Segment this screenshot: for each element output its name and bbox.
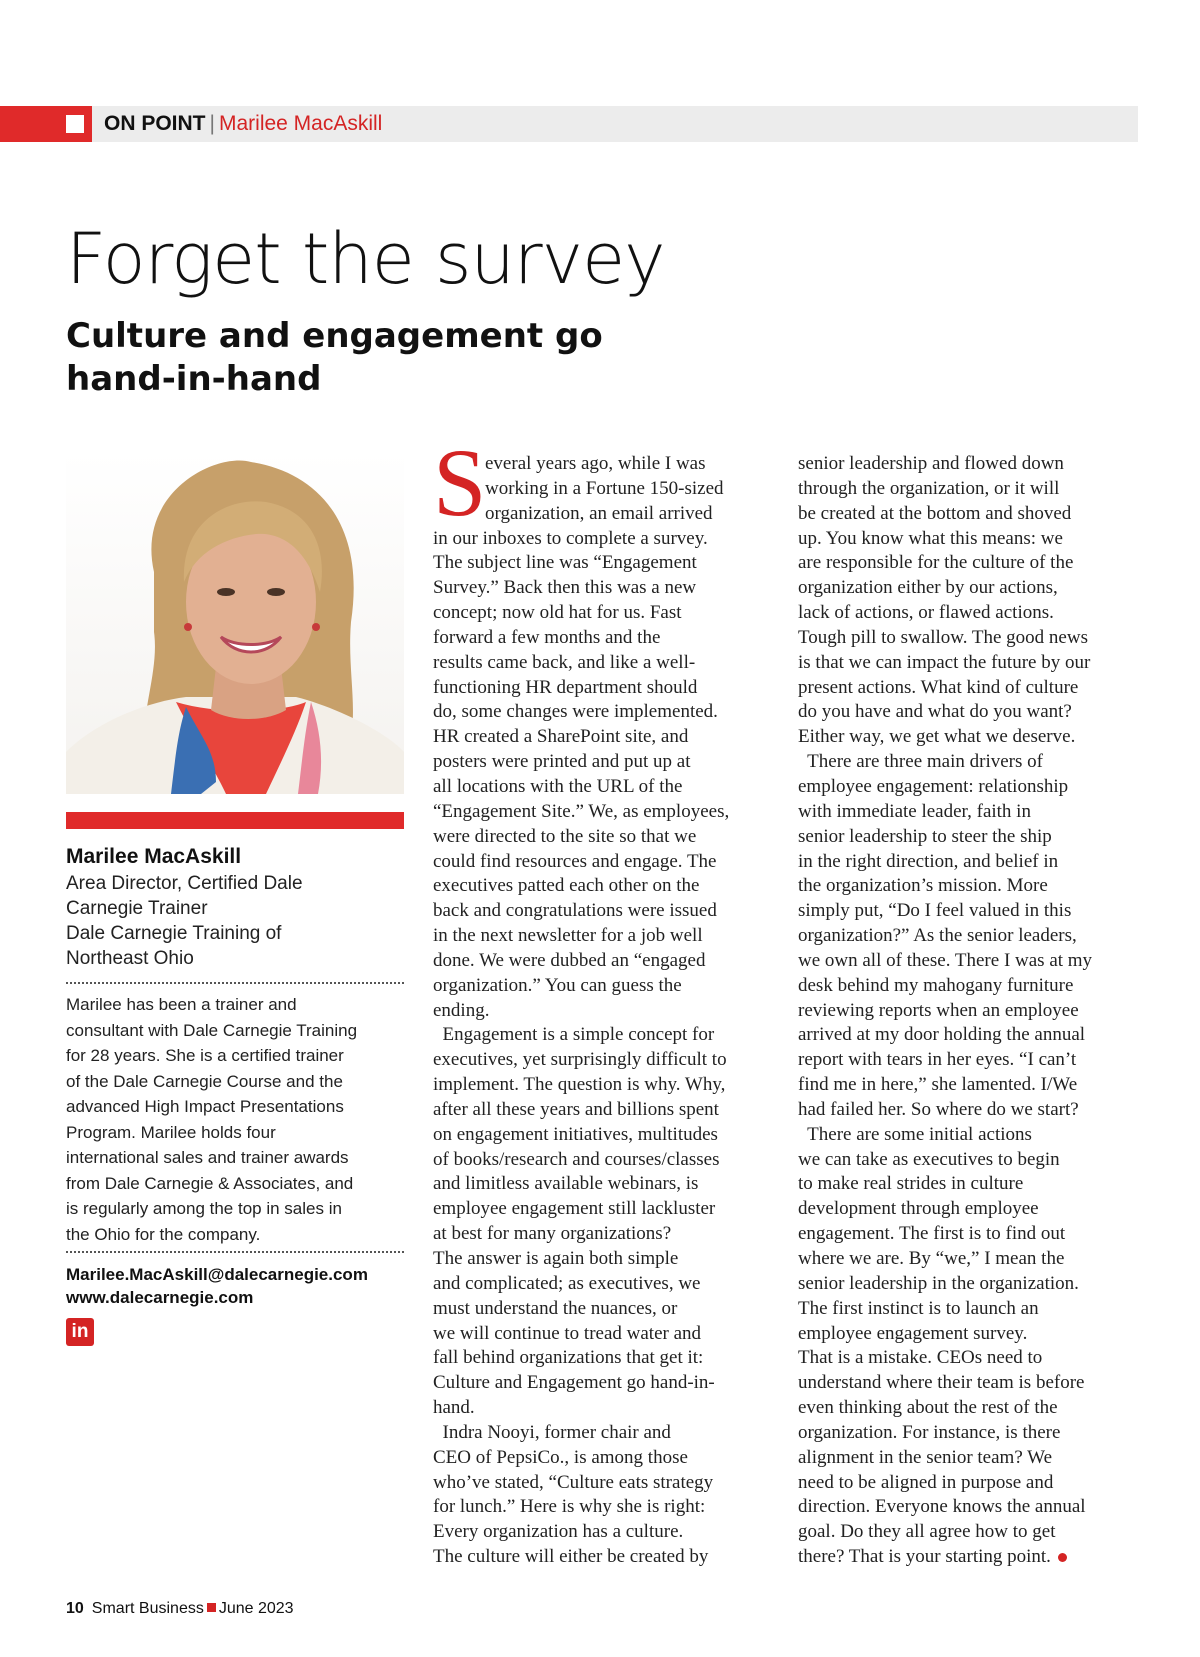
body-line: back and congratulations were issued [433, 900, 717, 922]
page-footer [66, 1600, 294, 1618]
body-line: done. We were dubbed an “engaged [433, 949, 706, 971]
body-line: do you have and what do you want? [798, 701, 1072, 723]
section-name: ON POINT [104, 112, 206, 135]
body-line: on engagement initiatives, multitudes [433, 1123, 718, 1145]
footer-square-icon [207, 1603, 216, 1612]
section-square-icon [66, 115, 84, 133]
body-line: with immediate leader, faith in [798, 800, 1031, 822]
bio-line: Program. Marilee holds four [66, 1122, 276, 1142]
body-line: That is a mistake. CEOs need to [798, 1347, 1043, 1369]
body-line: “Engagement Site.” We, as employees, [433, 800, 730, 822]
publication-name: Smart Business [91, 1600, 204, 1617]
body-line: Every organization has a culture. [433, 1521, 684, 1543]
body-line: where we are. By “we,” I mean the [798, 1248, 1065, 1269]
section-header [104, 112, 382, 136]
body-line: implement. The question is why. Why, [433, 1074, 726, 1096]
body-line: and limitless available webinars, is [433, 1173, 699, 1195]
author-email-link[interactable]: Marilee.MacAskill@dalecarnegie.com [66, 1265, 368, 1284]
body-line: Survey.” Back then this was a new [433, 577, 697, 599]
dotted-divider [66, 982, 404, 984]
body-line: ending. [433, 999, 490, 1021]
body-line: desk behind my mahogany furniture [798, 974, 1074, 996]
body-line: concept; now old hat for us. Fast [433, 602, 682, 624]
body-line: reviewing reports when an employee [798, 999, 1079, 1021]
issue-date: June 2023 [218, 1600, 294, 1617]
body-line: working in a Fortune 150-sized [485, 477, 724, 499]
bio-line: consultant with Dale Carnegie Training [66, 1020, 358, 1040]
body-line: employee engagement: relationship [798, 775, 1069, 797]
author-title [66, 871, 406, 971]
body-line: Tough pill to swallow. The good news [798, 626, 1088, 648]
body-line: senior leadership and flowed down [798, 453, 1064, 474]
section-author: Marilee MacAskill [218, 112, 383, 135]
website-link[interactable]: www.dalecarnegie.com [66, 1288, 254, 1307]
dotted-divider [66, 1251, 404, 1253]
author-title-line: Carnegie Trainer [66, 898, 208, 919]
body-line: The answer is again both simple [433, 1248, 679, 1269]
page-number: 10 [66, 1600, 84, 1617]
body-line: organization.” You can guess the [433, 974, 682, 996]
contact-info [66, 1263, 368, 1309]
body-line: organization, an email arrived [485, 502, 713, 524]
body-line: are responsible for the culture of the [798, 552, 1074, 574]
body-line: hand. [433, 1397, 475, 1419]
body-line: Engagement is a simple concept for [433, 1024, 715, 1046]
body-line: in our inboxes to complete a survey. [433, 527, 708, 549]
drop-cap: S [433, 429, 487, 536]
body-line: there? That is your starting point. [798, 1545, 1138, 1570]
body-line: everal years ago, while I was [485, 453, 706, 474]
author-photo [66, 452, 404, 794]
body-line: do, some changes were implemented. [433, 701, 718, 723]
body-line: must understand the nuances, or [433, 1297, 678, 1319]
body-line: find me in here,” she lamented. I/We [798, 1074, 1078, 1096]
body-line: forward a few months and the [433, 626, 661, 648]
body-line: The subject line was “Engagement [433, 552, 697, 574]
body-line: arrived at my door holding the annual [798, 1024, 1086, 1046]
body-line: There are three main drivers of [798, 751, 1043, 773]
body-line: we can take as executives to begin [798, 1148, 1060, 1170]
body-line: who’ve stated, “Culture eats strategy [433, 1471, 714, 1493]
bio-line: the Ohio for the company. [66, 1224, 261, 1244]
body-line: had failed her. So where do we start? [798, 1098, 1079, 1120]
body-line: after all these years and billions spent [433, 1098, 719, 1120]
body-line: for lunch.” Here is why she is right: [433, 1496, 706, 1518]
body-line: to make real strides in culture [798, 1173, 1024, 1195]
bio-line: is regularly among the top in sales in [66, 1199, 342, 1218]
photo-accent-bar [66, 812, 404, 829]
body-line: through the organization, or it will [798, 477, 1060, 499]
body-line: could find resources and engage. The [433, 850, 717, 872]
body-line: simply put, “Do I feel valued in this [798, 900, 1072, 922]
body-line: organization either by our actions, [798, 577, 1058, 599]
body-line: HR created a SharePoint site, and [433, 726, 689, 748]
author-title-line: Northeast Ohio [66, 948, 194, 969]
body-line: lack of actions, or flawed actions. [798, 602, 1054, 624]
article-column-2 [798, 452, 1138, 1570]
body-line: understand where their team is before [798, 1372, 1085, 1394]
article-title: Forget the survey [66, 218, 665, 300]
body-line: development through employee [798, 1198, 1039, 1220]
bio-line: of the Dale Carnegie Course and the [66, 1071, 343, 1091]
article-column-1 [433, 452, 773, 1570]
body-line: employee engagement survey. [798, 1322, 1028, 1344]
end-mark-icon [1058, 1553, 1067, 1562]
body-line: functioning HR department should [433, 676, 698, 698]
body-line: direction. Everyone knows the annual [798, 1496, 1086, 1518]
bio-line: advanced High Impact Presentations [66, 1097, 344, 1116]
body-line: we will continue to tread water and [433, 1322, 702, 1344]
body-line: all locations with the URL of the [433, 775, 683, 797]
body-line: in the right direction, and belief in [798, 850, 1059, 872]
body-line: employee engagement still lackluster [433, 1198, 716, 1220]
body-line: and complicated; as executives, we [433, 1272, 701, 1294]
body-line: results came back, and like a well- [433, 651, 696, 673]
body-line: present actions. What kind of culture [798, 676, 1079, 698]
body-line: executives patted each other on the [433, 875, 700, 897]
author-bio [66, 992, 404, 1247]
body-line: even thinking about the rest of the [798, 1397, 1058, 1419]
body-line: goal. Do they all agree how to get [798, 1521, 1056, 1543]
body-line: CEO of PepsiCo., is among those [433, 1446, 688, 1468]
body-line: The culture will either be created by [433, 1546, 709, 1568]
linkedin-icon[interactable]: in [66, 1318, 94, 1346]
body-line: organization?” As the senior leaders, [798, 925, 1077, 947]
body-line: were directed to the site so that we [433, 825, 697, 847]
body-line: The first instinct is to launch an [798, 1297, 1039, 1319]
body-line: at best for many organizations? [433, 1223, 672, 1245]
body-line: fall behind organizations that get it: [433, 1347, 704, 1369]
body-line: be created at the bottom and shoved [798, 502, 1072, 524]
body-line: we own all of these. There I was at my [798, 949, 1093, 971]
body-line: organization. For instance, is there [798, 1421, 1061, 1443]
body-line: There are some initial actions [798, 1123, 1032, 1145]
body-line: Either way, we get what we deserve. [798, 726, 1076, 748]
bio-line: international sales and trainer awards [66, 1148, 349, 1167]
body-line: alignment in the senior team? We [798, 1446, 1053, 1468]
article-subtitle: Culture and engagement go hand-in-hand [66, 316, 603, 399]
body-line: need to be aligned in purpose and [798, 1471, 1054, 1493]
author-title-line: Area Director, Certified Dale [66, 873, 303, 894]
body-line: is that we can impact the future by our [798, 651, 1091, 673]
bio-line: for 28 years. She is a certified trainer [66, 1046, 344, 1065]
body-line: posters were printed and put up at [433, 751, 691, 773]
body-line: report with tears in her eyes. “I can’t [798, 1049, 1077, 1071]
body-line: in the next newsletter for a job well [433, 925, 703, 947]
section-separator: | [209, 112, 215, 135]
body-line: up. You know what this means: we [798, 527, 1063, 549]
body-line: Indra Nooyi, former chair and [433, 1421, 671, 1443]
body-line: engagement. The first is to find out [798, 1223, 1066, 1245]
body-line: the organization’s mission. More [798, 875, 1048, 897]
author-title-line: Dale Carnegie Training of [66, 923, 282, 944]
bio-line: Marilee has been a trainer and [66, 995, 297, 1014]
body-line: senior leadership in the organization. [798, 1272, 1079, 1294]
body-line: executives, yet surprisingly difficult to [433, 1049, 727, 1071]
body-line: of books/research and courses/classes [433, 1148, 720, 1170]
author-name: Marilee MacAskill [66, 845, 242, 868]
bio-line: from Dale Carnegie & Associates, and [66, 1173, 354, 1193]
body-line: Culture and Engagement go hand-in- [433, 1372, 715, 1394]
body-line: senior leadership to steer the ship [798, 825, 1052, 847]
